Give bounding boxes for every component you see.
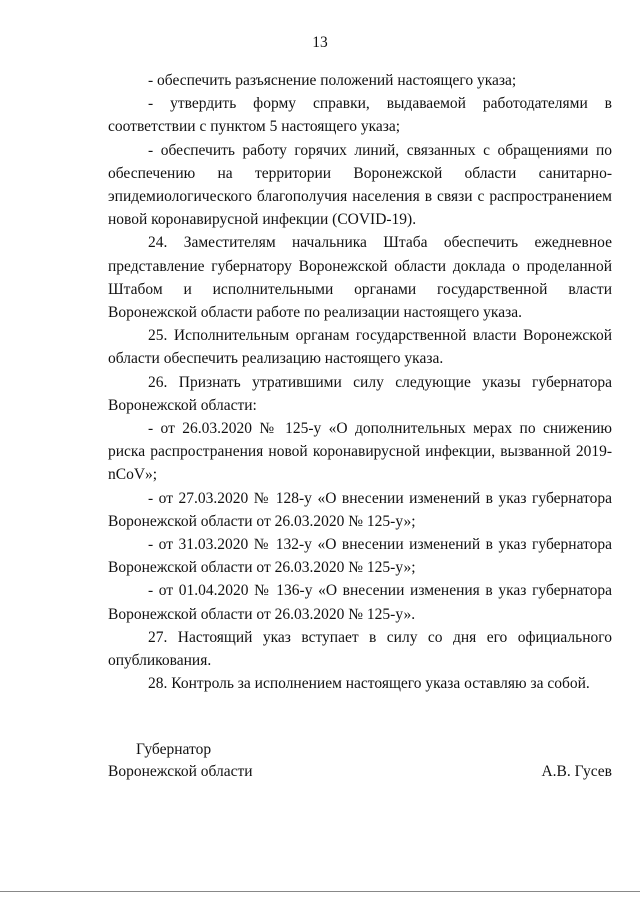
paragraph: 25. Исполнительным органам государственной власти Воронежской области обеспечить реализацию настоящего указа. [108, 327, 612, 368]
paragraph: - от 01.04.2020 № 136-у «О внесении изменения в указ губернатора Воронежской области от 26.03.2020 № 125-у». [108, 582, 612, 623]
page-number: 13 [312, 34, 328, 51]
paragraph: - от 31.03.2020 № 132-у «О внесении изменений в указ губернатора Воронежской области от 26.03.2020 № 125-у»; [108, 536, 612, 577]
paragraph: 24. Заместителям начальника Штаба обеспечить ежедневное представление губернатору Воронежской области доклада о проделанной Штабом и исполнительными органами государственной власти Воронежской области работе по реализации настоящего указа. [108, 234, 612, 322]
paragraph: 26. Признать утратившими силу следующие указы губернатора Воронежской области: [108, 373, 612, 414]
signatory-title [108, 739, 308, 783]
paragraph: - обеспечить разъяснение положений настоящего указа; [148, 72, 517, 89]
paragraph: - от 26.03.2020 № 125-у «О дополнительных мерах по снижению риска распространения новой коронавирусной инфекции, вызванной 2019-nCoV»; [108, 420, 612, 484]
bottom-rule [0, 891, 640, 892]
signatory-region: Воронежской области [108, 763, 253, 780]
document-body [108, 69, 612, 695]
paragraph: - утвердить форму справки, выдаваемой работодателями в соответствии с пунктом 5 настоящего указа; [108, 95, 612, 136]
paragraph: - от 27.03.2020 № 128-у «О внесении изменений в указ губернатора Воронежской области от 26.03.2020 № 125-у»; [108, 489, 612, 530]
paragraph: - обеспечить работу горячих линий, связанных с обращениями по обеспечению на территории Воронежской области санитарно-эпидемиологического благополучия населения в связи с распространением новой коронавирусной инфекции (COVID-19). [108, 141, 612, 229]
signatory-name: А.В. Гусев [541, 763, 612, 780]
paragraph: 28. Контроль за исполнением настоящего указа оставляю за собой. [148, 675, 590, 693]
signatory-position: Губернатор [136, 741, 212, 758]
paragraph: 27. Настоящий указ вступает в силу со дня его официального опубликования. [108, 628, 612, 670]
